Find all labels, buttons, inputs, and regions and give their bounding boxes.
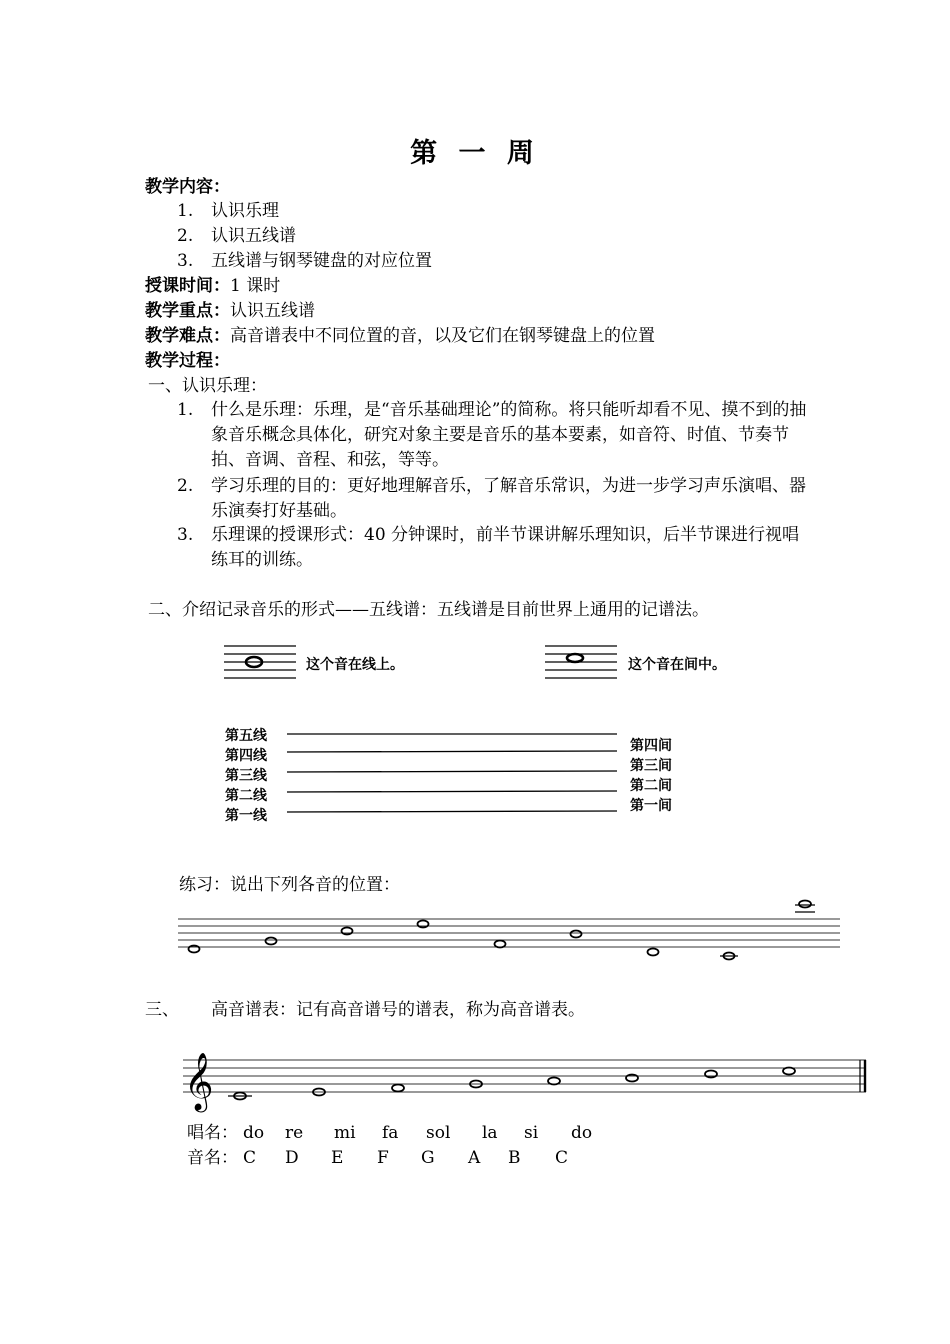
space-label-3: 第三间 [630,758,672,774]
difficulty-value: 高音谱表中不同位置的音，以及它们在钢琴键盘上的位置 [230,326,655,346]
whole-note-icon [567,654,583,662]
solfege-3: mi [334,1123,356,1143]
solfege-7: si [524,1123,539,1143]
note-name-1: C [243,1148,257,1168]
space-label-1: 第一间 [630,798,672,814]
note-name-2: D [285,1148,299,1168]
section1-heading: 一、认识乐理： [148,376,267,396]
content-label: 教学内容： [145,177,230,197]
key-point-value: 认识五线谱 [230,301,315,321]
content-item-2: 认识五线谱 [211,226,296,246]
content-item-2-num: 2. [177,226,194,246]
line-label-5: 第五线 [225,728,267,744]
staff-lines-diagram [285,730,620,820]
note-name-8: C [555,1148,569,1168]
content-item-3: 五线谱与钢琴键盘的对应位置 [211,251,432,271]
section1-item-3: 乐理课的授课形式：40 分钟课时，前半节课讲解乐理知识，后半节课进行视唱练耳的训练。 [211,525,800,570]
section1-item-1: 什么是乐理：乐理，是“音乐基础理论”的简称。将只能听却看不见、摸不到的抽象音乐概念具体化，研究对象主要是音乐的基本要素，如音符、时值、节奏节拍、音调、音程、和弦，等等。 [211,400,807,470]
section1-item-3-num: 3. [177,525,194,545]
key-point-row [145,299,315,324]
content-item-1: 认识乐理 [211,201,279,221]
difficulty-row [145,324,655,349]
solfege-5: sol [426,1123,451,1143]
line-label-2: 第二线 [225,788,267,804]
time-value: 1 课时 [230,276,281,296]
note-icon [648,949,659,956]
on-line-caption: 这个音在线上。 [306,657,404,673]
space-label-2: 第二间 [630,778,672,794]
section3-num: 三、 [145,1000,179,1020]
note-name-6: A [468,1148,481,1168]
solfege-6: la [482,1123,498,1143]
note-name-4: F [377,1148,389,1168]
page-title: 第 一 周 [410,138,540,169]
solfege-4: fa [382,1123,399,1143]
note-name-5: G [421,1148,435,1168]
note-name-7: B [508,1148,521,1168]
solfege-8: do [571,1123,593,1143]
note-icon [266,938,277,945]
note-icon [571,931,582,938]
section1-item-2-num: 2. [177,476,194,496]
exercise-text: 练习：说出下列各音的位置： [179,875,400,895]
note-on-line-figure [224,643,304,683]
note-icon [392,1085,404,1092]
note-icon [783,1068,795,1075]
process-label: 教学过程： [145,351,230,371]
difficulty-label: 教学难点： [145,326,230,346]
time-label: 授课时间： [145,276,230,296]
note-icon [495,941,506,948]
treble-clef-icon: 𝄞 [184,1052,214,1110]
content-item-3-num: 3. [177,251,194,271]
in-space-caption: 这个音在间中。 [628,657,726,673]
time-row [145,274,280,299]
section1-item-2: 学习乐理的目的：更好地理解音乐，了解音乐常识，为进一步学习声乐演唱、器乐演奏打好基础。 [211,476,806,521]
line-label-4: 第四线 [225,748,267,764]
note-name-3: E [331,1148,344,1168]
key-point-label: 教学重点： [145,301,230,321]
note-icon [548,1078,560,1085]
line-label-3: 第三线 [225,768,267,784]
note-names-label: 音名： [187,1148,238,1168]
line-label-1: 第一线 [225,808,267,824]
content-item-1-num: 1. [177,201,194,221]
solfege-2: re [285,1123,304,1143]
section1-item-1-num: 1. [177,400,194,420]
note-in-space-figure [545,643,625,683]
solfege-label: 唱名： [187,1123,238,1143]
note-icon [799,901,811,908]
section3-text: 高音谱表：记有高音谱号的谱表，称为高音谱表。 [211,1000,585,1020]
space-label-4: 第四间 [630,738,672,754]
exercise-staff [178,895,843,965]
solfege-1: do [243,1123,265,1143]
treble-staff [183,1045,873,1115]
section2-heading: 二、介绍记录音乐的形式——五线谱：五线谱是目前世界上通用的记谱法。 [148,600,709,620]
